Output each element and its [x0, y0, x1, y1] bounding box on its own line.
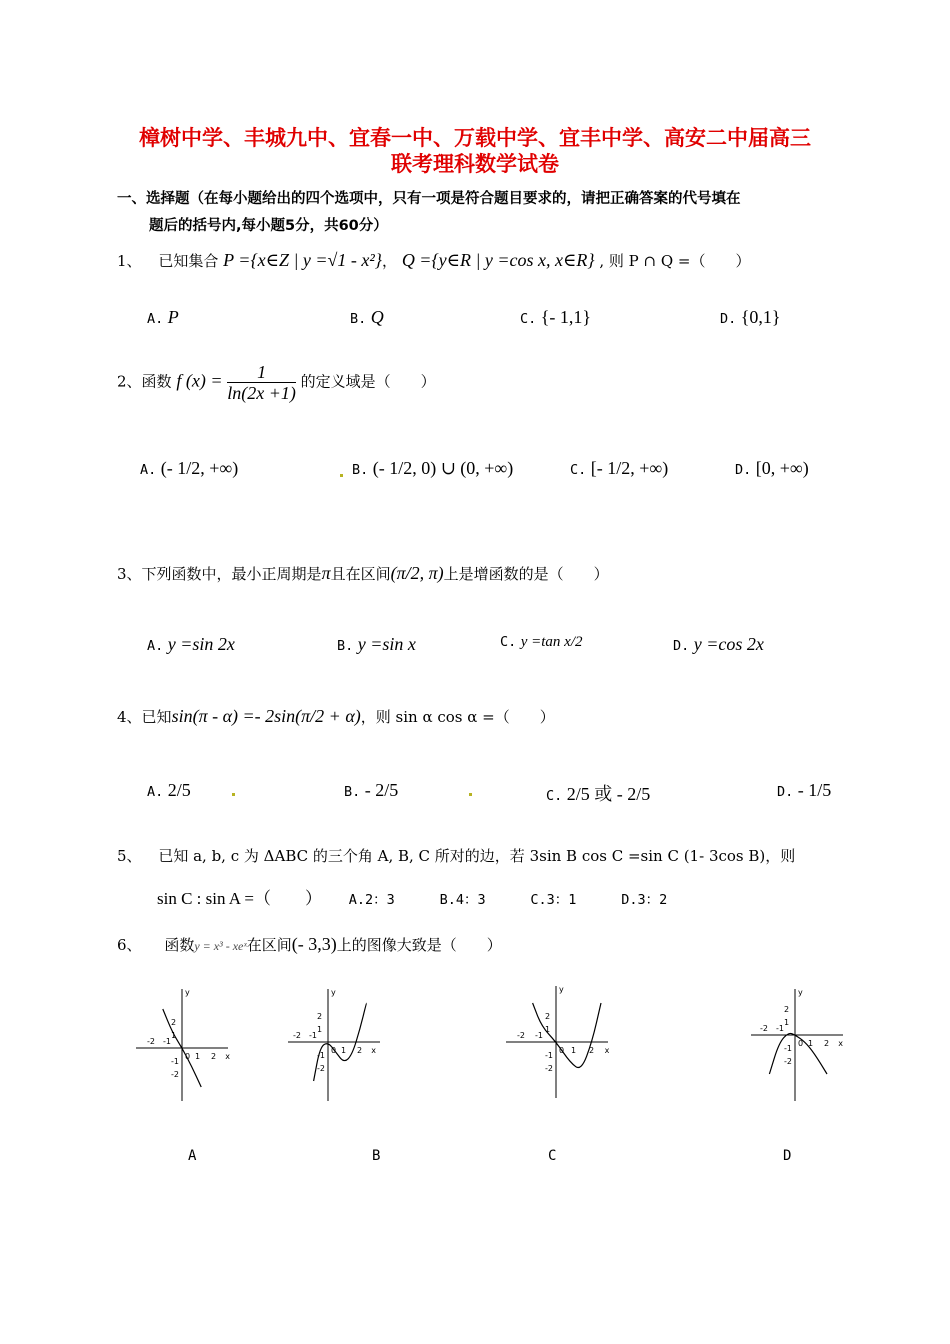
set-p: P ={x∈Z | y =√1 - x²}	[223, 250, 383, 270]
option-value: - 1/5	[797, 780, 832, 800]
option-label: B.	[344, 784, 361, 800]
option-a[interactable]	[147, 307, 179, 328]
option-value: 3：2	[637, 892, 668, 908]
y-tick-label: -1	[317, 1051, 325, 1060]
y-tick-label: 1	[784, 1018, 790, 1027]
question-text: 已知	[141, 708, 172, 726]
option-value: P	[167, 307, 179, 327]
option-value: y =sin 2x	[167, 634, 235, 654]
question-ask: sin C : sin A =（ ）	[157, 889, 322, 908]
x-tick-label: 0	[185, 1052, 191, 1061]
x-tick-label: 0	[798, 1039, 804, 1048]
exam-title-line1: 樟树中学、丰城九中、宜春一中、万载中学、宜丰中学、高安二中届高三	[139, 126, 811, 150]
question-text: 函数	[164, 936, 195, 954]
function: y = x³ - xeˣ	[194, 939, 247, 953]
option-label: D.	[673, 638, 690, 654]
y-tick-label: -2	[545, 1064, 553, 1073]
question-number: 5、	[117, 847, 142, 865]
y-axis-label: y	[798, 988, 803, 997]
numerator: 1	[227, 362, 296, 383]
question-ask: ，则 sin α cos α =（ ）	[360, 708, 555, 726]
question-2	[117, 362, 436, 403]
graph-caption-d: D	[783, 1148, 792, 1164]
option-value: y =cos 2x	[693, 634, 764, 654]
x-tick-label: 2	[357, 1046, 363, 1055]
pi-symbol: π	[321, 563, 331, 583]
question-6	[117, 934, 502, 955]
option-d[interactable]	[735, 458, 809, 479]
option-value: 3：1	[546, 892, 577, 908]
option-label: A.	[147, 311, 164, 327]
question-ask: 上是增函数的是（ ）	[443, 565, 609, 583]
option-label: A.	[140, 462, 157, 478]
y-axis-label: y	[559, 985, 564, 994]
option-value: y =tan x/2	[520, 634, 583, 650]
graph-a[interactable]	[130, 985, 240, 1105]
question-ask: , 则 P ∩ Q =（ ）	[599, 252, 751, 270]
stray-dot	[469, 793, 472, 796]
question-1	[117, 250, 750, 271]
option-label: D.	[735, 462, 752, 478]
interval: (- 3,3)	[291, 934, 337, 954]
option-label: B.	[337, 638, 354, 654]
section-heading: 一、选择题（在每小题给出的四个选项中，只有一项是符合题目要求的，请把正确答案的代号填在	[117, 191, 741, 207]
y-tick-label: 1	[317, 1025, 323, 1034]
option-d[interactable]	[720, 307, 781, 328]
option-label: A.	[147, 638, 164, 654]
x-tick-label: 2	[824, 1039, 830, 1048]
question-text-2: 在区间	[246, 936, 292, 954]
x-tick-label: -2	[517, 1031, 525, 1040]
x-tick-label: -1	[535, 1031, 543, 1040]
x-axis-label: x	[838, 1039, 843, 1048]
x-tick-label: 1	[195, 1052, 201, 1061]
option-value: y =sin x	[357, 634, 416, 654]
y-axis-label: y	[185, 988, 190, 997]
option-label: C.	[570, 462, 587, 478]
x-axis-label: x	[371, 1046, 376, 1055]
option-a[interactable]	[147, 780, 191, 801]
option-d[interactable]	[673, 634, 764, 655]
option-value: 4：3	[455, 892, 486, 908]
y-tick-label: 2	[784, 1005, 790, 1014]
x-tick-label: -1	[163, 1037, 171, 1046]
x-tick-label: 2	[211, 1052, 217, 1061]
option-b[interactable]	[352, 458, 513, 479]
option-label: B.	[352, 462, 369, 478]
graph-c[interactable]	[500, 982, 620, 1102]
question-ask: 的定义域是（ ）	[300, 372, 436, 391]
x-tick-label: 1	[571, 1046, 577, 1055]
equation: sin(π - α) =- 2sin(π/2 + α)	[171, 706, 361, 726]
graph-b[interactable]	[282, 985, 392, 1105]
option-label: C.	[530, 892, 547, 908]
option-c[interactable]	[500, 634, 583, 651]
question-text: 已知集合	[158, 252, 219, 270]
option-value: (- 1/2, +∞)	[160, 458, 239, 478]
separator: ，	[382, 252, 398, 270]
stray-dot	[340, 474, 343, 477]
graph-d[interactable]	[745, 985, 855, 1105]
option-a[interactable]	[147, 634, 235, 655]
x-tick-label: -2	[147, 1037, 155, 1046]
y-tick-label: -2	[317, 1064, 325, 1073]
option-value: - 2/5	[364, 780, 399, 800]
question-5	[117, 845, 795, 866]
option-value: {0,1}	[740, 307, 781, 327]
set-q: Q ={y∈R | y =cos x, x∈R}	[401, 250, 595, 270]
question-4	[117, 706, 555, 727]
option-d[interactable]	[777, 780, 831, 801]
option-b[interactable]	[337, 634, 416, 655]
option-value: [- 1/2, +∞)	[590, 458, 669, 478]
x-tick-label: -2	[760, 1024, 768, 1033]
y-tick-label: -1	[171, 1057, 179, 1066]
option-value: 2/5	[167, 780, 191, 800]
y-axis-label: y	[331, 988, 336, 997]
graph-caption-a: A	[188, 1148, 197, 1164]
y-tick-label: 2	[171, 1018, 177, 1027]
fraction	[227, 362, 296, 403]
option-value: {- 1,1}	[540, 307, 591, 327]
function-fx: f (x) =	[176, 370, 223, 391]
option-c[interactable]	[530, 892, 576, 908]
option-c[interactable]	[570, 458, 668, 479]
option-value: [0, +∞)	[755, 458, 809, 478]
question-3	[117, 563, 609, 584]
graph-caption-c: C	[548, 1148, 557, 1164]
question-text-2: 且在区间	[330, 565, 391, 583]
denominator: ln(2x +1)	[227, 383, 296, 403]
option-a[interactable]	[349, 892, 395, 908]
x-tick-label: 1	[341, 1046, 347, 1055]
option-value: 2/5 或 - 2/5	[566, 784, 651, 804]
option-label: B.	[439, 892, 456, 908]
x-axis-label: x	[225, 1052, 230, 1061]
question-text: 函数	[141, 372, 172, 391]
x-tick-label: -1	[309, 1031, 317, 1040]
option-label: D.	[720, 311, 737, 327]
interval: (π/2, π)	[390, 563, 444, 583]
option-label: B.	[350, 311, 367, 327]
option-c[interactable]	[546, 780, 650, 806]
y-tick-label: -2	[171, 1070, 179, 1079]
y-tick-label: -1	[784, 1044, 792, 1053]
y-tick-label: -2	[784, 1057, 792, 1066]
x-tick-label: 0	[559, 1046, 565, 1055]
option-label: C.	[500, 634, 517, 650]
option-label: C.	[520, 311, 537, 327]
x-tick-label: 1	[808, 1039, 814, 1048]
option-c[interactable]	[520, 307, 591, 328]
x-tick-label: -1	[776, 1024, 784, 1033]
option-label: D.	[621, 892, 638, 908]
option-b[interactable]	[440, 892, 486, 908]
option-label: A.	[348, 892, 366, 908]
y-tick-label: 2	[545, 1012, 551, 1021]
option-label: A.	[147, 784, 164, 800]
option-a[interactable]	[140, 458, 238, 479]
exam-title-line2: 联考理科数学试卷	[391, 152, 559, 176]
y-tick-label: -1	[545, 1051, 553, 1060]
question-number: 6、	[117, 936, 142, 954]
option-value: 2：3	[365, 892, 395, 908]
y-tick-label: 1	[171, 1031, 177, 1040]
option-label: C.	[546, 788, 563, 804]
x-tick-label: 0	[331, 1046, 337, 1055]
option-label: D.	[777, 784, 794, 800]
question-5-cont	[157, 884, 667, 909]
x-tick-label: 2	[589, 1046, 595, 1055]
graph-caption-b: B	[372, 1148, 381, 1164]
section-heading-cont: 题后的括号内,每小题5分，共60分）	[149, 218, 388, 234]
option-value: (- 1/2, 0) ∪ (0, +∞)	[372, 458, 514, 478]
y-tick-label: 2	[317, 1012, 323, 1021]
y-tick-label: 1	[545, 1025, 551, 1034]
option-b[interactable]	[344, 780, 398, 801]
x-tick-label: -2	[293, 1031, 301, 1040]
stray-dot	[232, 793, 235, 796]
option-b[interactable]	[350, 307, 384, 328]
option-d[interactable]	[621, 892, 667, 908]
question-number: 3、	[117, 565, 142, 583]
question-number: 4、	[117, 708, 142, 726]
question-text: 已知 a, b, c 为 ΔABC 的三个角 A, B, C 所对的边，若 3sin B cos C =sin C (1- 3cos B)，则	[158, 847, 796, 865]
x-axis-label: x	[604, 1046, 610, 1055]
question-number: 2、	[117, 372, 142, 391]
question-text: 下列函数中，最小正周期是	[141, 565, 322, 583]
question-number: 1、	[117, 252, 142, 270]
question-ask: 上的图像大致是（ ）	[336, 936, 502, 954]
option-value: Q	[370, 307, 384, 327]
